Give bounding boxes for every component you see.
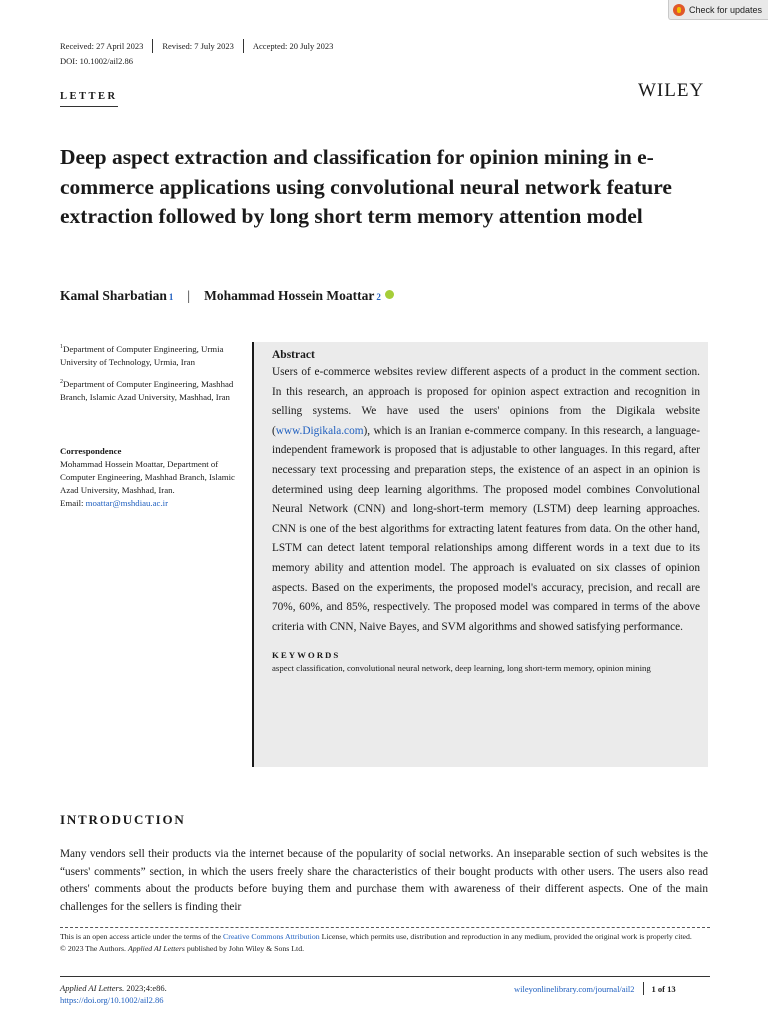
digikala-link[interactable]: www.Digikala.com — [275, 424, 364, 437]
journal-website-link[interactable]: wileyonlinelibrary.com/journal/ail2 — [514, 983, 635, 994]
author-affiliation-ref[interactable]: 1 — [168, 292, 174, 302]
keywords-heading: KEYWORDS — [272, 650, 341, 661]
article-title: Deep aspect extraction and classification for opinion mining in e-commerce applications using convolutional neural network feature extraction followed by long short term memory attention model — [60, 145, 672, 228]
article-doi: DOI: 10.1002/ail2.86 — [60, 56, 133, 66]
doi-link[interactable]: https://doi.org/10.1002/ail2.86 — [60, 995, 164, 1005]
author-affiliation-ref[interactable]: 2 — [376, 292, 381, 302]
affiliation-item: $^2$Department of Computer Engineering, Mashhad Branch, Islamic Azad University, Mashhad, Iran — [60, 378, 234, 402]
check-for-updates-label: Check for updates — [689, 4, 763, 15]
footer-citation: Applied AI Letters. 2023;4:e86. https://doi.org/10.1002/ail2.86 — [60, 983, 167, 1005]
abstract-heading: Abstract — [272, 349, 315, 361]
orcid-icon[interactable] — [385, 290, 394, 299]
affiliations — [60, 341, 240, 411]
creative-commons-link[interactable]: Creative Commons Attribution — [223, 932, 320, 941]
abstract-text: Users of e-commerce websites review different aspects of a product in the comment section. In this research, an approach is proposed for opinion aspect extraction and recognition in selling systems. We have used the users' opinions from the Digikala website (www.Digikala.com), which is an Iranian e-commerce company. In this research, a language-independent framework is proposed that is adjustable to other languages. In this regard, after necessary text processing and preparation steps, the existence of an aspect in an opinion is determined using deep learning algorithms. The proposed model combines Convolutional Neural Network (CNN) and long-short-term memory (LSTM) deep learning approaches. CNN is one of the best algorithms for extracting latent features from data. On the other hand, LSTM can detect latent temporal relationships among different words in a text due to its memory ability and attention model. The approach is evaluated on six classes of opinion aspects. Based on the experiments, the proposed model's accuracy, precision, and recall are 70%, 60%, and 85%, respectively. The proposed model was compared in terms of the above criteria with CNN, Naive Bayes, and SVM algorithms and showed satisfying performance. — [272, 366, 700, 633]
email-link[interactable]: moattar@mshdiau.ac.ir — [85, 498, 169, 508]
revised-date: Revised: 7 July 2023 — [162, 41, 234, 51]
author-list — [60, 288, 394, 304]
accepted-date: Accepted: 20 July 2023 — [252, 41, 334, 51]
correspondence-email-line: Email: moattar@mshdiau.ac.ir — [60, 498, 169, 508]
introduction-heading: INTRODUCTION — [60, 812, 186, 827]
publisher-logo: WILEY — [638, 80, 705, 101]
received-date: Received: 27 April 2023 — [60, 41, 144, 51]
author-name[interactable]: Mohammad Hossein Moattar — [204, 288, 375, 303]
footer-meta — [514, 982, 676, 995]
page-number: 1 of 13 — [651, 983, 676, 994]
keywords-text: aspect classification, convolutional neural network, deep learning, long short-term memory, opinion mining — [272, 663, 651, 674]
introduction-text: Many vendors sell their products via the internet because of the popularity of social networks. An inseparable section of such websites is the “users' comments” section, in which the users freely share the characteristics of their bought products with other users. The users also read others' comments about the products before buying them and purchase them with awareness of their different aspects. One of the main challenges for the sellers is finding their — [60, 848, 708, 913]
article-history — [60, 39, 342, 53]
article-type: LETTER — [60, 91, 118, 102]
correspondence — [60, 445, 240, 510]
license-notice: This is an open access article under the terms of the Creative Commons Attribution License, which permits use, distribution and reproduction in any medium, provided the original work is properly cited. © 2023 The Authors. Applied AI Letters published by John Wiley & Sons Ltd. — [60, 932, 692, 953]
abstract-box — [252, 342, 708, 767]
correspondence-text: Mohammad Hossein Moattar, Department of Computer Engineering, Mashhad Branch, Islamic Azad University, Mashhad, Iran. — [60, 459, 235, 495]
divider — [60, 927, 710, 928]
author-name[interactable]: Kamal Sharbatian — [60, 288, 167, 303]
affiliation-item: $^1$Department of Computer Engineering, Urmia University of Technology, Urmia, Iran — [60, 343, 224, 367]
correspondence-heading: Correspondence — [60, 446, 122, 456]
crossmark-icon — [673, 4, 685, 16]
author-separator: | — [187, 288, 191, 303]
footer-divider — [643, 982, 644, 995]
check-for-updates-button[interactable] — [668, 0, 768, 20]
divider — [60, 976, 710, 977]
